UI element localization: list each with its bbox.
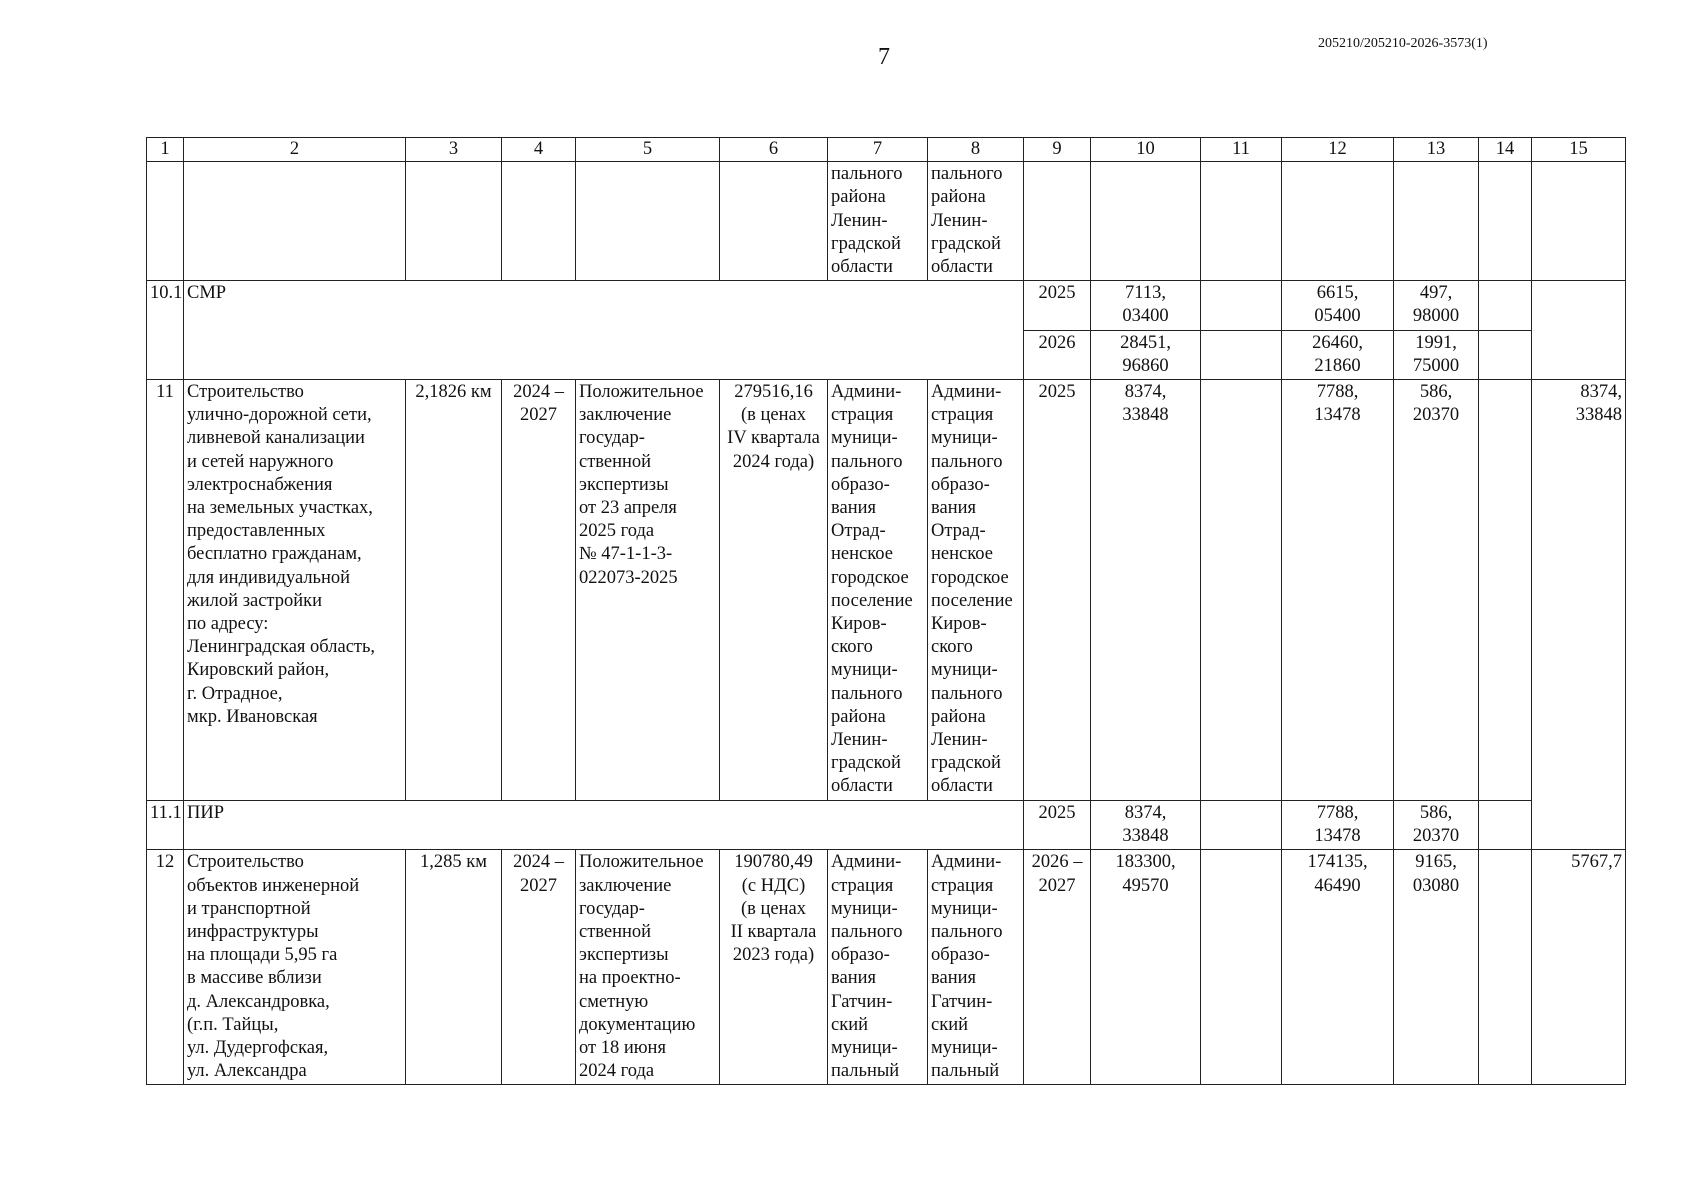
col-header: 15 [1532,138,1626,162]
local-value: 586, 20370 [1394,380,1479,801]
document-id: 205210/205210-2026-3573(1) [1318,36,1488,51]
row-number: 11.1 [147,801,184,850]
cost-cell: 279516,16 (в ценах IV квартала 2024 года) [720,380,828,801]
local-value: 1991, 75000 [1394,330,1479,379]
object-name: Строительство улично-дорожной сети, ливневой канализации и сетей наружного электроснабжения на земельных участках, предоставленных бесплатно гражданам, для индивидуальной жилой застройки по адресу: Ленинградская область, Кировский район, г. Отрадное, мкр. Ивановская [184,380,406,801]
row-number: 12 [147,850,184,1085]
col-header: 14 [1479,138,1532,162]
col-header: 3 [406,138,502,162]
year-cell: 2026 [1024,330,1091,379]
work-type: ПИР [184,801,1024,850]
year-cell: 2025 [1024,801,1091,850]
table-row [147,801,1626,850]
row-number: 10.1 [147,281,184,380]
col-header: 8 [928,138,1024,162]
col-header: 7 [828,138,928,162]
object-name: Строительство объектов инженерной и транспортной инфраструктуры на площади 5,95 га в массиве вблизи д. Александровка, (г.п. Тайцы, ул. Дудергофская, ул. Александра [184,850,406,1085]
col-header: 12 [1282,138,1394,162]
program-table [146,137,1626,1085]
developer-cell: Админи- страция муници- пального образо- вания Отрад- ненское городское поселение Киров- ского муници- пального района Ленин- градской области [928,380,1024,801]
work-type: СМР [184,281,1024,380]
local-value: 586, 20370 [1394,801,1479,850]
developer-cell: пального района Ленин- градской области [928,162,1024,281]
limit-value: 5767,7 [1532,850,1626,1085]
regional-value: 7788, 13478 [1282,380,1394,801]
col-header: 9 [1024,138,1091,162]
period-cell: 2024 – 2027 [502,850,576,1085]
col-header: 5 [576,138,720,162]
col-header: 1 [147,138,184,162]
year-cell: 2026 – 2027 [1024,850,1091,1085]
period-cell: 2024 – 2027 [502,380,576,801]
total-value: 8374, 33848 [1091,801,1201,850]
customer-cell: Админи- страция муници- пального образо- вания Отрад- ненское городское поселение Киров- ского муници- пального района Ленин- градской области [828,380,928,801]
customer-cell: пального района Ленин- градской области [828,162,928,281]
col-header: 4 [502,138,576,162]
col-header: 6 [720,138,828,162]
row-number: 11 [147,380,184,801]
table-row [147,281,1626,330]
local-value: 497, 98000 [1394,281,1479,330]
customer-cell: Админи- страция муници- пального образо- вания Гатчин- ский муници- пальный [828,850,928,1085]
regional-value: 26460, 21860 [1282,330,1394,379]
capacity-cell: 1,285 км [406,850,502,1085]
expertise-cell: Положительное заключение государ- ственной экспертизы от 23 апреля 2025 года № 47-1-1-3- 022073-2025 [576,380,720,801]
total-value: 183300, 49570 [1091,850,1201,1085]
regional-value: 174135, 46490 [1282,850,1394,1085]
year-cell: 2025 [1024,380,1091,801]
expertise-cell: Положительное заключение государ- ственной экспертизы на проектно- сметную документацию от 18 июня 2024 года [576,850,720,1085]
col-header: 11 [1201,138,1282,162]
table-row [147,162,1626,281]
developer-cell: Админи- страция муници- пального образо- вания Гатчин- ский муници- пальный [928,850,1024,1085]
year-cell: 2025 [1024,281,1091,330]
regional-value: 7788, 13478 [1282,801,1394,850]
limit-value: 8374, 33848 [1532,380,1626,850]
total-value: 8374, 33848 [1091,380,1201,801]
cost-cell: 190780,49 (с НДС) (в ценах II квартала 2023 года) [720,850,828,1085]
total-value: 7113, 03400 [1091,281,1201,330]
page-number: 7 [878,44,890,70]
col-header: 13 [1394,138,1479,162]
col-header: 10 [1091,138,1201,162]
regional-value: 6615, 05400 [1282,281,1394,330]
table-row [147,850,1626,1085]
total-value: 28451, 96860 [1091,330,1201,379]
local-value: 9165, 03080 [1394,850,1479,1085]
capacity-cell: 2,1826 км [406,380,502,801]
col-header: 2 [184,138,406,162]
table-row [147,380,1626,801]
column-number-header [147,138,1626,162]
